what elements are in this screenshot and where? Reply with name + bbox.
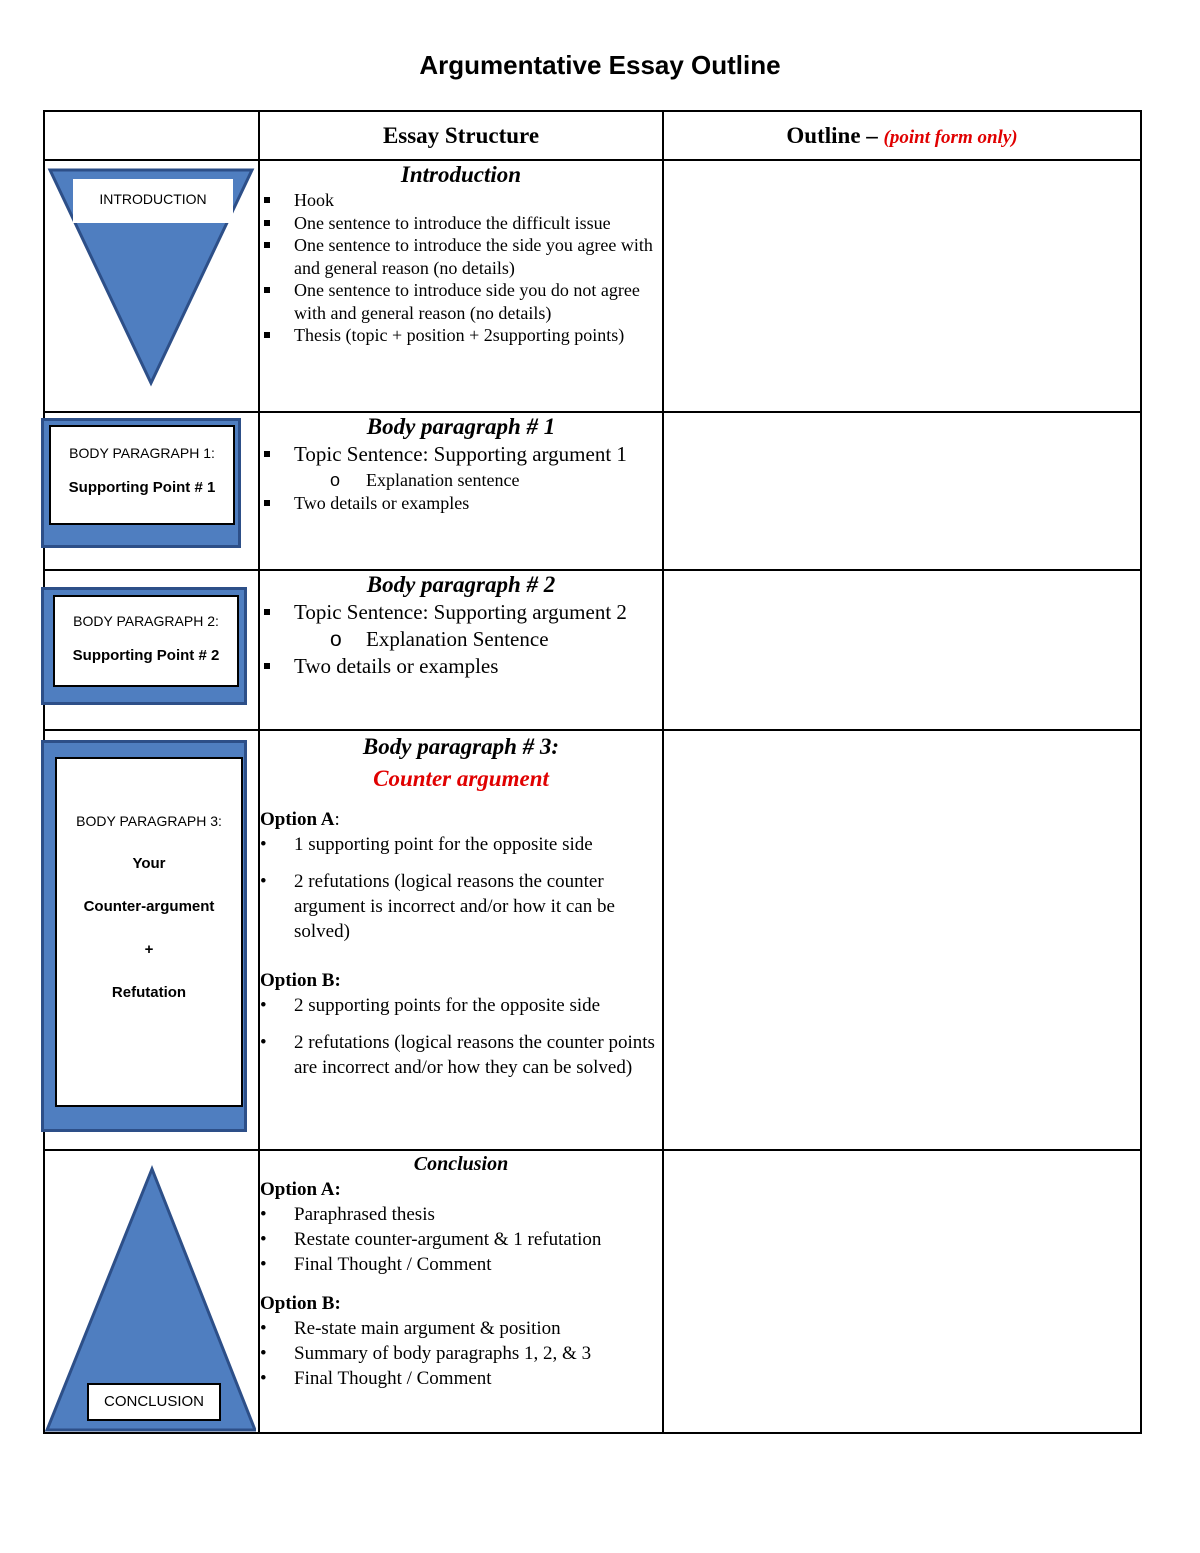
conclusion-row bbox=[44, 1150, 1141, 1433]
list-item: • Restate counter-argument & 1 refutation bbox=[260, 1227, 662, 1252]
body2-shape-line2: Supporting Point # 2 bbox=[72, 647, 220, 664]
option-a-colon: : bbox=[334, 809, 340, 830]
body1-outline-cell[interactable] bbox=[663, 412, 1141, 570]
body2-shape-label bbox=[53, 595, 239, 687]
body1-structure-cell bbox=[259, 412, 663, 570]
conclusion-shape-cell bbox=[44, 1150, 259, 1433]
conclusion-structure-cell bbox=[259, 1150, 663, 1433]
body3-option-b-list bbox=[260, 993, 662, 1080]
header-outline bbox=[663, 111, 1141, 160]
header-outline-note: (point form only) bbox=[883, 126, 1018, 148]
outline-table bbox=[43, 110, 1142, 1434]
list-item: • Paraphrased thesis bbox=[260, 1202, 662, 1227]
body3-title: Body paragraph # 3: bbox=[362, 734, 560, 759]
body2-sublist bbox=[260, 626, 662, 653]
intro-structure-cell bbox=[259, 160, 663, 412]
list-item: • Re-state main argument & position bbox=[260, 1316, 662, 1341]
list-item: Two details or examples bbox=[260, 653, 662, 680]
list-item: One sentence to introduce side you do not agree with and general reason (no details) bbox=[260, 279, 662, 324]
body1-sublist bbox=[260, 468, 662, 492]
body3-shape-label bbox=[55, 757, 243, 1107]
body3-option-a-list bbox=[260, 832, 662, 944]
body3-subtitle: Counter argument bbox=[373, 766, 549, 791]
body1-shape-line1: BODY PARAGRAPH 1: bbox=[69, 445, 215, 461]
body3-structure-cell bbox=[259, 730, 663, 1150]
intro-title: Introduction bbox=[400, 162, 522, 187]
list-item: o Explanation Sentence bbox=[330, 626, 662, 653]
header-essay-structure: Essay Structure bbox=[259, 111, 663, 160]
body1-list bbox=[260, 441, 662, 468]
body3-option-a-label bbox=[260, 807, 662, 832]
list-item: • 1 supporting point for the opposite side bbox=[260, 832, 662, 857]
list-item: One sentence to introduce the difficult issue bbox=[260, 212, 662, 235]
body1-row bbox=[44, 412, 1141, 570]
body2-title: Body paragraph # 2 bbox=[366, 572, 556, 597]
body2-shape-line1: BODY PARAGRAPH 2: bbox=[73, 613, 219, 629]
list-item: One sentence to introduce the side you agree with and general reason (no details) bbox=[260, 234, 662, 279]
header-outline-label: Outline – bbox=[786, 122, 884, 148]
list-item: • 2 supporting points for the opposite side bbox=[260, 993, 662, 1018]
list-item: • Final Thought / Comment bbox=[260, 1366, 662, 1391]
intro-shape-cell bbox=[44, 160, 259, 412]
list-item: Hook bbox=[260, 189, 662, 212]
list-item: • Summary of body paragraphs 1, 2, & 3 bbox=[260, 1341, 662, 1366]
body2-structure-cell bbox=[259, 570, 663, 730]
body2-shape-cell bbox=[44, 570, 259, 730]
list-item: Thesis (topic + position + 2supporting points) bbox=[260, 324, 662, 347]
body3-outline-cell[interactable] bbox=[663, 730, 1141, 1150]
body3-option-b-label: Option B: bbox=[260, 970, 341, 991]
list-item: • Final Thought / Comment bbox=[260, 1252, 662, 1277]
conclusion-option-b-list bbox=[260, 1316, 662, 1391]
body3-shape-line4: + bbox=[144, 941, 154, 958]
body1-shape-label bbox=[49, 425, 235, 525]
intro-outline-cell[interactable] bbox=[663, 160, 1141, 412]
list-item: • 2 refutations (logical reasons the counter points are incorrect and/or how they can be solved) bbox=[260, 1030, 662, 1080]
list-item: • 2 refutations (logical reasons the counter argument is incorrect and/or how it can be solved) bbox=[260, 869, 662, 944]
conclusion-title: Conclusion bbox=[413, 1153, 509, 1175]
intro-list bbox=[260, 189, 662, 347]
conclusion-shape-label: CONCLUSION bbox=[87, 1383, 221, 1421]
body3-shape-line1: BODY PARAGRAPH 3: bbox=[76, 813, 222, 829]
body2-row bbox=[44, 570, 1141, 730]
intro-row bbox=[44, 160, 1141, 412]
list-item: Topic Sentence: Supporting argument 1 bbox=[260, 441, 662, 468]
page-title: Argumentative Essay Outline bbox=[419, 50, 781, 80]
body2-list bbox=[260, 599, 662, 626]
body3-shape-line3: Counter-argument bbox=[83, 898, 215, 915]
body1-shape-cell bbox=[44, 412, 259, 570]
body1-shape-line2: Supporting Point # 1 bbox=[68, 479, 216, 496]
list-item: Two details or examples bbox=[260, 492, 662, 515]
list-item: Topic Sentence: Supporting argument 2 bbox=[260, 599, 662, 626]
body3-shape-line5: Refutation bbox=[111, 984, 187, 1001]
conclusion-option-a-label: Option A: bbox=[260, 1179, 341, 1200]
conclusion-option-a-list bbox=[260, 1202, 662, 1277]
body3-shape-cell bbox=[44, 730, 259, 1150]
intro-shape-label: INTRODUCTION bbox=[73, 179, 233, 223]
body2-outline-cell[interactable] bbox=[663, 570, 1141, 730]
body1-list-details bbox=[260, 492, 662, 515]
option-a-text: Option A bbox=[260, 809, 335, 830]
header-blank-cell bbox=[44, 111, 259, 160]
body3-row bbox=[44, 730, 1141, 1150]
body2-list-details bbox=[260, 653, 662, 680]
body3-shape-line2: Your bbox=[132, 855, 166, 872]
conclusion-outline-cell[interactable] bbox=[663, 1150, 1141, 1433]
list-item: o Explanation sentence bbox=[330, 468, 662, 492]
conclusion-option-b-label: Option B: bbox=[260, 1293, 341, 1314]
body1-title: Body paragraph # 1 bbox=[366, 414, 556, 439]
header-row bbox=[44, 111, 1141, 160]
